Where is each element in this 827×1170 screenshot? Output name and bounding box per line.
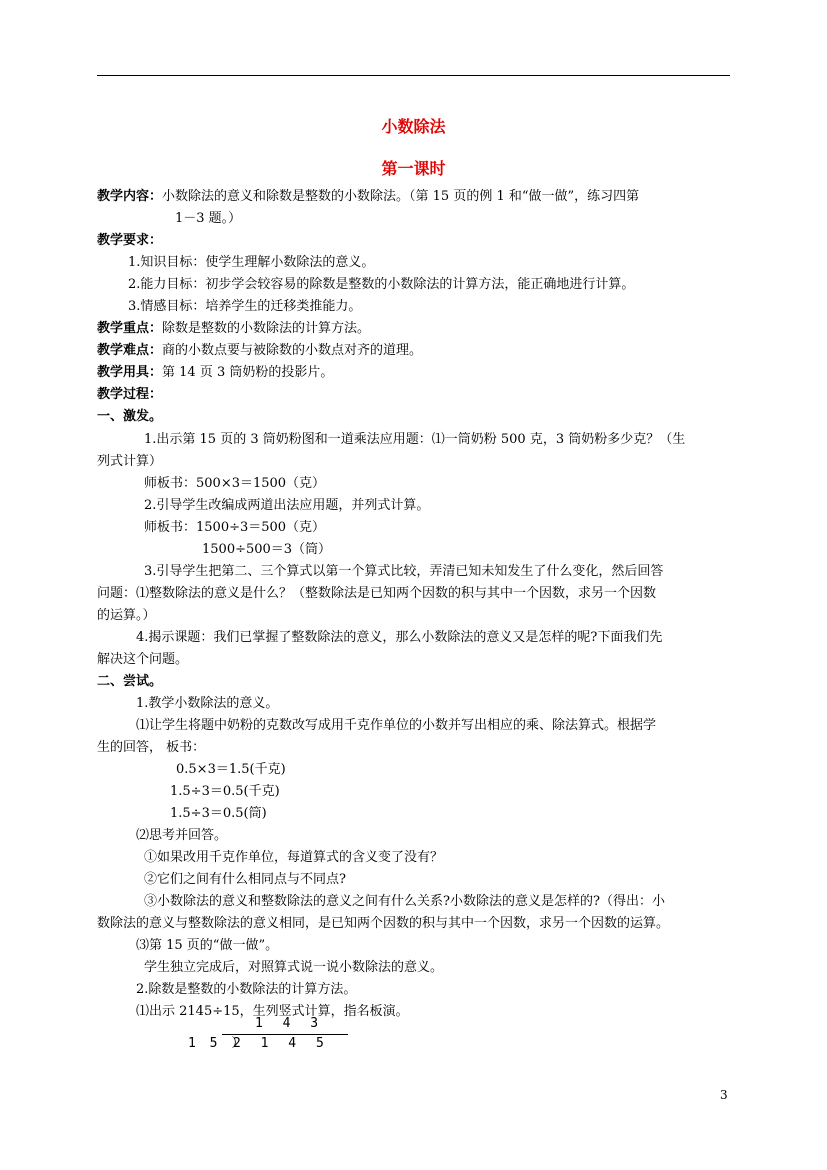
diff-text: 商的小数点要与被除数的小数点对齐的道理。: [162, 343, 423, 358]
doc-title: 小数除法: [381, 117, 446, 136]
paragraph-line: 问题：⑴整数除法的意义是什么？（整数除法是已知两个因数的积与其中一个因数，求另一个因数: [97, 586, 657, 601]
equation-line: 1.5÷3＝0.5(千克): [170, 784, 280, 799]
equation-line: 0.5×3＝1.5(千克): [176, 762, 286, 777]
paragraph-line: 1.教学小数除法的意义。: [136, 696, 279, 711]
diff-label: 教学难点：: [97, 343, 163, 358]
paragraph-line: ⑴让学生将题中奶粉的克数改写成用千克作单位的小数并写出相应的乘、除法算式。根据学: [136, 718, 657, 733]
paragraph-line: ⑵思考并回答。: [136, 828, 228, 843]
content-text-2: 1－3 题。）: [175, 211, 242, 226]
paragraph-line: 解决这个问题。: [97, 652, 189, 667]
key-line: [97, 320, 370, 338]
req-item-1: 1.知识目标：使学生理解小数除法的意义。: [128, 255, 375, 270]
content-text: 小数除法的意义和除数是整数的小数除法。（第 15 页的例 1 和“做一做”，练习四第: [162, 189, 640, 204]
section-2-heading: 二、尝试。: [97, 674, 163, 689]
paragraph-line: 3.引导学生把第二、三个算式以第一个算式比较，弄清已知未知发生了什么变化，然后回答: [144, 564, 664, 579]
equation-line: 1.5÷3＝0.5(筒): [170, 806, 267, 821]
tools-line: [97, 364, 333, 382]
division-quotient: 1 4 3: [255, 1016, 325, 1031]
doc-subtitle: 第一课时: [381, 159, 446, 178]
req-label: 教学要求：: [97, 233, 163, 248]
key-label: 教学重点：: [97, 321, 163, 336]
diff-line: [97, 342, 422, 360]
paragraph-line: ⑶第 15 页的“做一做”。: [136, 938, 279, 953]
content-line: [97, 188, 639, 206]
paragraph-line: 4.揭示课题：我们已掌握了整数除法的意义，那么小数除法的意义又是怎样的呢?下面我们先: [136, 630, 663, 645]
paragraph-line: 生的回答， 板书：: [97, 740, 206, 755]
key-text: 除数是整数的小数除法的计算方法。: [162, 321, 371, 336]
process-label: 教学过程：: [97, 387, 163, 402]
req-item-3: 3.情感目标：培养学生的迁移类推能力。: [128, 299, 362, 314]
paragraph-line: 师板书：1500÷3＝500（克）: [144, 520, 326, 535]
content-label: 教学内容：: [97, 189, 163, 204]
paragraph-line: 列式计算）: [97, 454, 163, 469]
paragraph-line: 的运算。）: [97, 608, 156, 623]
paragraph-line: 2.引导学生改编成两道出法应用题，并列式计算。: [144, 498, 430, 513]
paragraph-line: ②它们之间有什么相同点与不同点?: [144, 872, 346, 887]
paragraph-line: ①如果改用千克作单位，每道算式的含义变了没有？: [144, 850, 444, 865]
division-dividend: 2 1 4 5: [233, 1036, 330, 1051]
paragraph-line: 数除法的意义与整数除法的意义相同，是已知两个因数的积与其中一个因数，求另一个因数的运算。: [97, 916, 670, 931]
section-1-heading: 一、激发。: [97, 409, 163, 424]
paragraph-line: 学生独立完成后，对照算式说一说小数除法的意义。: [144, 960, 444, 975]
paragraph-line: 1500÷500＝3（筒）: [202, 542, 332, 557]
page-number: 3: [720, 1088, 728, 1102]
division-divisor: 1 5 ）: [188, 1036, 248, 1051]
tools-text: 第 14 页 3 筒奶粉的投影片。: [162, 365, 334, 380]
paragraph-line: ③小数除法的意义和整数除法的意义之间有什么关系?小数除法的意义是怎样的?（得出：小: [144, 894, 665, 909]
req-item-2: 2.能力目标：初步学会较容易的除数是整数的小数除法的计算方法，能正确地进行计算。: [128, 277, 635, 292]
paragraph-line: 师板书：500×3＝1500（克）: [144, 476, 326, 491]
tools-label: 教学用具：: [97, 365, 163, 380]
paragraph-line: 2.除数是整数的小数除法的计算方法。: [136, 982, 357, 997]
paragraph-line: ⑴出示 2145÷15，生列竖式计算，指名板演。: [136, 1004, 409, 1019]
header-rule: [97, 75, 730, 76]
paragraph-line: 1.出示第 15 页的 3 筒奶粉图和一道乘法应用题：⑴一筒奶粉 500 克，3 筒奶粉多少克？（生: [144, 432, 686, 447]
